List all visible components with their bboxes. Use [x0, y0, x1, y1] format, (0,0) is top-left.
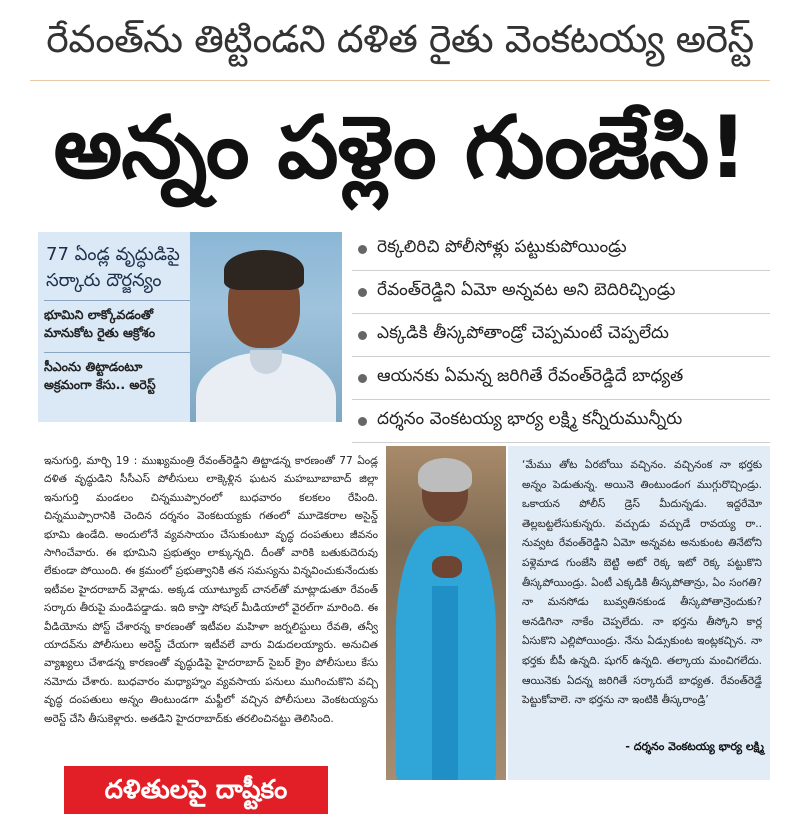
bullet-text: ఆయనకు ఏమన్న జరిగితే రేవంత్‌రెడ్డిదే బాధ్యత	[377, 366, 684, 386]
bullet-item	[352, 357, 770, 400]
hair-shape	[224, 250, 304, 290]
quote-attribution: - దర్శనం వెంకటయ్య భార్య లక్ష్మి	[625, 740, 764, 753]
info-box-point: భూమిని లాక్కోవడంతో మానుకోట రైతు ఆక్రోశం	[44, 307, 156, 340]
bullet-dot-icon	[358, 288, 367, 297]
hair-shape	[418, 458, 472, 492]
info-box-divider	[44, 352, 190, 353]
bullet-dot-icon	[358, 245, 367, 254]
info-box-title: 77 ఏండ్ల వృద్ధుడిపై సర్కారు దౌర్జన్యం	[46, 244, 180, 291]
divider	[30, 80, 770, 81]
bullet-item	[352, 228, 770, 271]
story-body: ఇనుగుర్తి, మార్చి 19 : ముఖ్యమంత్రి రేవంత్‌రెడ్డిని తిట్టాడన్న కారణంతో 77 ఏండ్ల దళిత వృద్ధుడిని సీసీఎస్ పోలీసులు లాక్కెళ్లిన ఘటన మహబూబాబాద్ జిల్లా ఇనుగుర్తి మండలం చిన్నముప్పారంలో బుధవారం కలకలం రేపింది. చిన్నముప్పారానికి చెందిన దర్శనం వెంకటయ్యకు గతంలో మూడెకరాల అసైన్డ్ భూమి ఉండేది. అందులోనే వ్యవసాయం చేసుకుంటూ వృద్ధ దంపతులు జీవనం సాగించేవారు. ఈ భూమిని ప్రభుత్వం లాక్కున్నది. దీంతో వారికి బతుకుదెరువు లేకుండా పోయింది. ఈ క్రమంలో ప్రభుత్వానికి తన సమస్యను విన్నవించుకునేందుకు ఇటీవల హైదరాబాద్ వెళ్లాడు. అక్కడ యూట్యూబ్ చానల్‌తో మాట్లాడుతూ రేవంత్ సర్కారు తీరుపై మండిపడ్డాడు. ఇది కాస్తా సోషల్ మీడియాలో వైరల్‌గా మారింది. ఈ వీడియోను పోస్ట్ చేశారన్న కారణంతో ఇటీవల మహిళా జర్నలిస్టులు రేవతి, తన్వీ యాదవ్‌ను పోలీసులు అరెస్ట్ చేయగా ఇటీవలే వారు విడుదలయ్యారు. అనుచిత వ్యాఖ్యలు చేశాడన్న కారణంతో వృద్ధుడిపై హైదరాబాద్ సైబర్ క్రైం పోలీసులు కేసు నమోదు చేశారు. బుధవారం మధ్యాహ్నం వ్యవసాయ పనులు ముగించుకొని వచ్చి వృద్ధ దంపతులు అన్నం తింటుండగా మఫ్టీలో వచ్చిన పోలీసులు వెంకటయ్యను అరెస్ట్ చేసి తీసుకెళ్లారు. అతడిని హైదరాబాద్‌కు తరలించినట్టు తెలిసింది.	[44, 455, 378, 725]
bullet-dot-icon	[358, 331, 367, 340]
bullet-item	[352, 271, 770, 314]
bullet-text: రేవంత్‌రెడ్డిని ఏమో అన్నవట అని బెదిరిచ్చిండ్రు	[377, 280, 676, 300]
farmer-photo	[190, 232, 342, 422]
kicker-headline: రేవంత్‌ను తిట్టిండని దళిత రైతు వెంకటయ్య అరెస్ట్	[46, 17, 754, 61]
bullet-text: ఎక్కడికి తీస్కపోతాండ్రో చెప్పమంటే చెప్పలేదు	[377, 323, 669, 343]
info-box-point: సీఎంను తిట్టాడంటూ అక్రమంగా కేసు.. అరెస్ట్	[44, 359, 156, 392]
wife-photo	[386, 446, 506, 780]
bullet-list	[352, 228, 770, 443]
saree-pleat-shape	[432, 586, 458, 780]
bullet-text: రెక్కలిరిచి పోలీసోళ్లు పట్టుకుపోయిండ్రు	[377, 237, 627, 257]
main-headline: అన్నం పళ్లెం గుంజేసి!	[53, 98, 747, 198]
info-box-divider	[44, 300, 190, 301]
quote-text: ‘మేము తోట ఏరబోయి వచ్చినం. వచ్చినంక నా భర్తకు అన్నం పెడుతున్న. అయినె తింటుండంగ ముగ్గురొచ్చిండ్రు. ఒకాయన పోలీస్ డ్రెస్ మీదున్నడు. ఇద్దరేమో తెల్లబట్టలేసుకున్నరు. వచ్చుడు వచ్చుడే రావయ్య రా.. నువ్వట రేవంత్‌రెడ్డిని ఏమో అన్నవట అనుకుంట తినేటోని పళ్లెమాడ గుంజేసి బెట్టి అటో రెక్క ఇటో రెక్క పట్టుకొని తీస్కపోయిండ్రు. ఏంటీ ఎక్కడికి తీస్కపోతాన్రు, ఏం సంగతి? నా మనసోడు బువ్వతినకుండ తీస్కపోతాన్రెందుకు? అనడిగినా నాకేం చెప్పలేదు. నా భర్తను తీస్కోని కార్ల ఏసుకొని ఎల్లిపోయిండ్రు. నేను ఏడ్సుకుంట ఇంట్లకచ్చిన. నా భర్తకు బీపీ ఉన్నది. షుగర్ ఉన్నది. తల్కాయ మంచిగలేదు. ఆయినెకు ఏదన్న జరిగితే సర్కారుదే బాధ్యత. రేవంత్‌రెడ్డే పెట్టుకోవాలె. నా భర్తను నా ఇంటికి తీస్కరాండ్రి’	[522, 459, 762, 707]
bullet-item	[352, 400, 770, 443]
bullet-dot-icon	[358, 374, 367, 383]
section-banner: దళితులపై దాష్టీకం	[64, 766, 328, 814]
bullet-item	[352, 314, 770, 357]
hands-shape	[432, 556, 462, 578]
bullet-dot-icon	[358, 417, 367, 426]
bullet-text: దర్శనం వెంకటయ్య భార్య లక్ష్మి కన్నీరుమున్నీరు	[377, 409, 683, 429]
